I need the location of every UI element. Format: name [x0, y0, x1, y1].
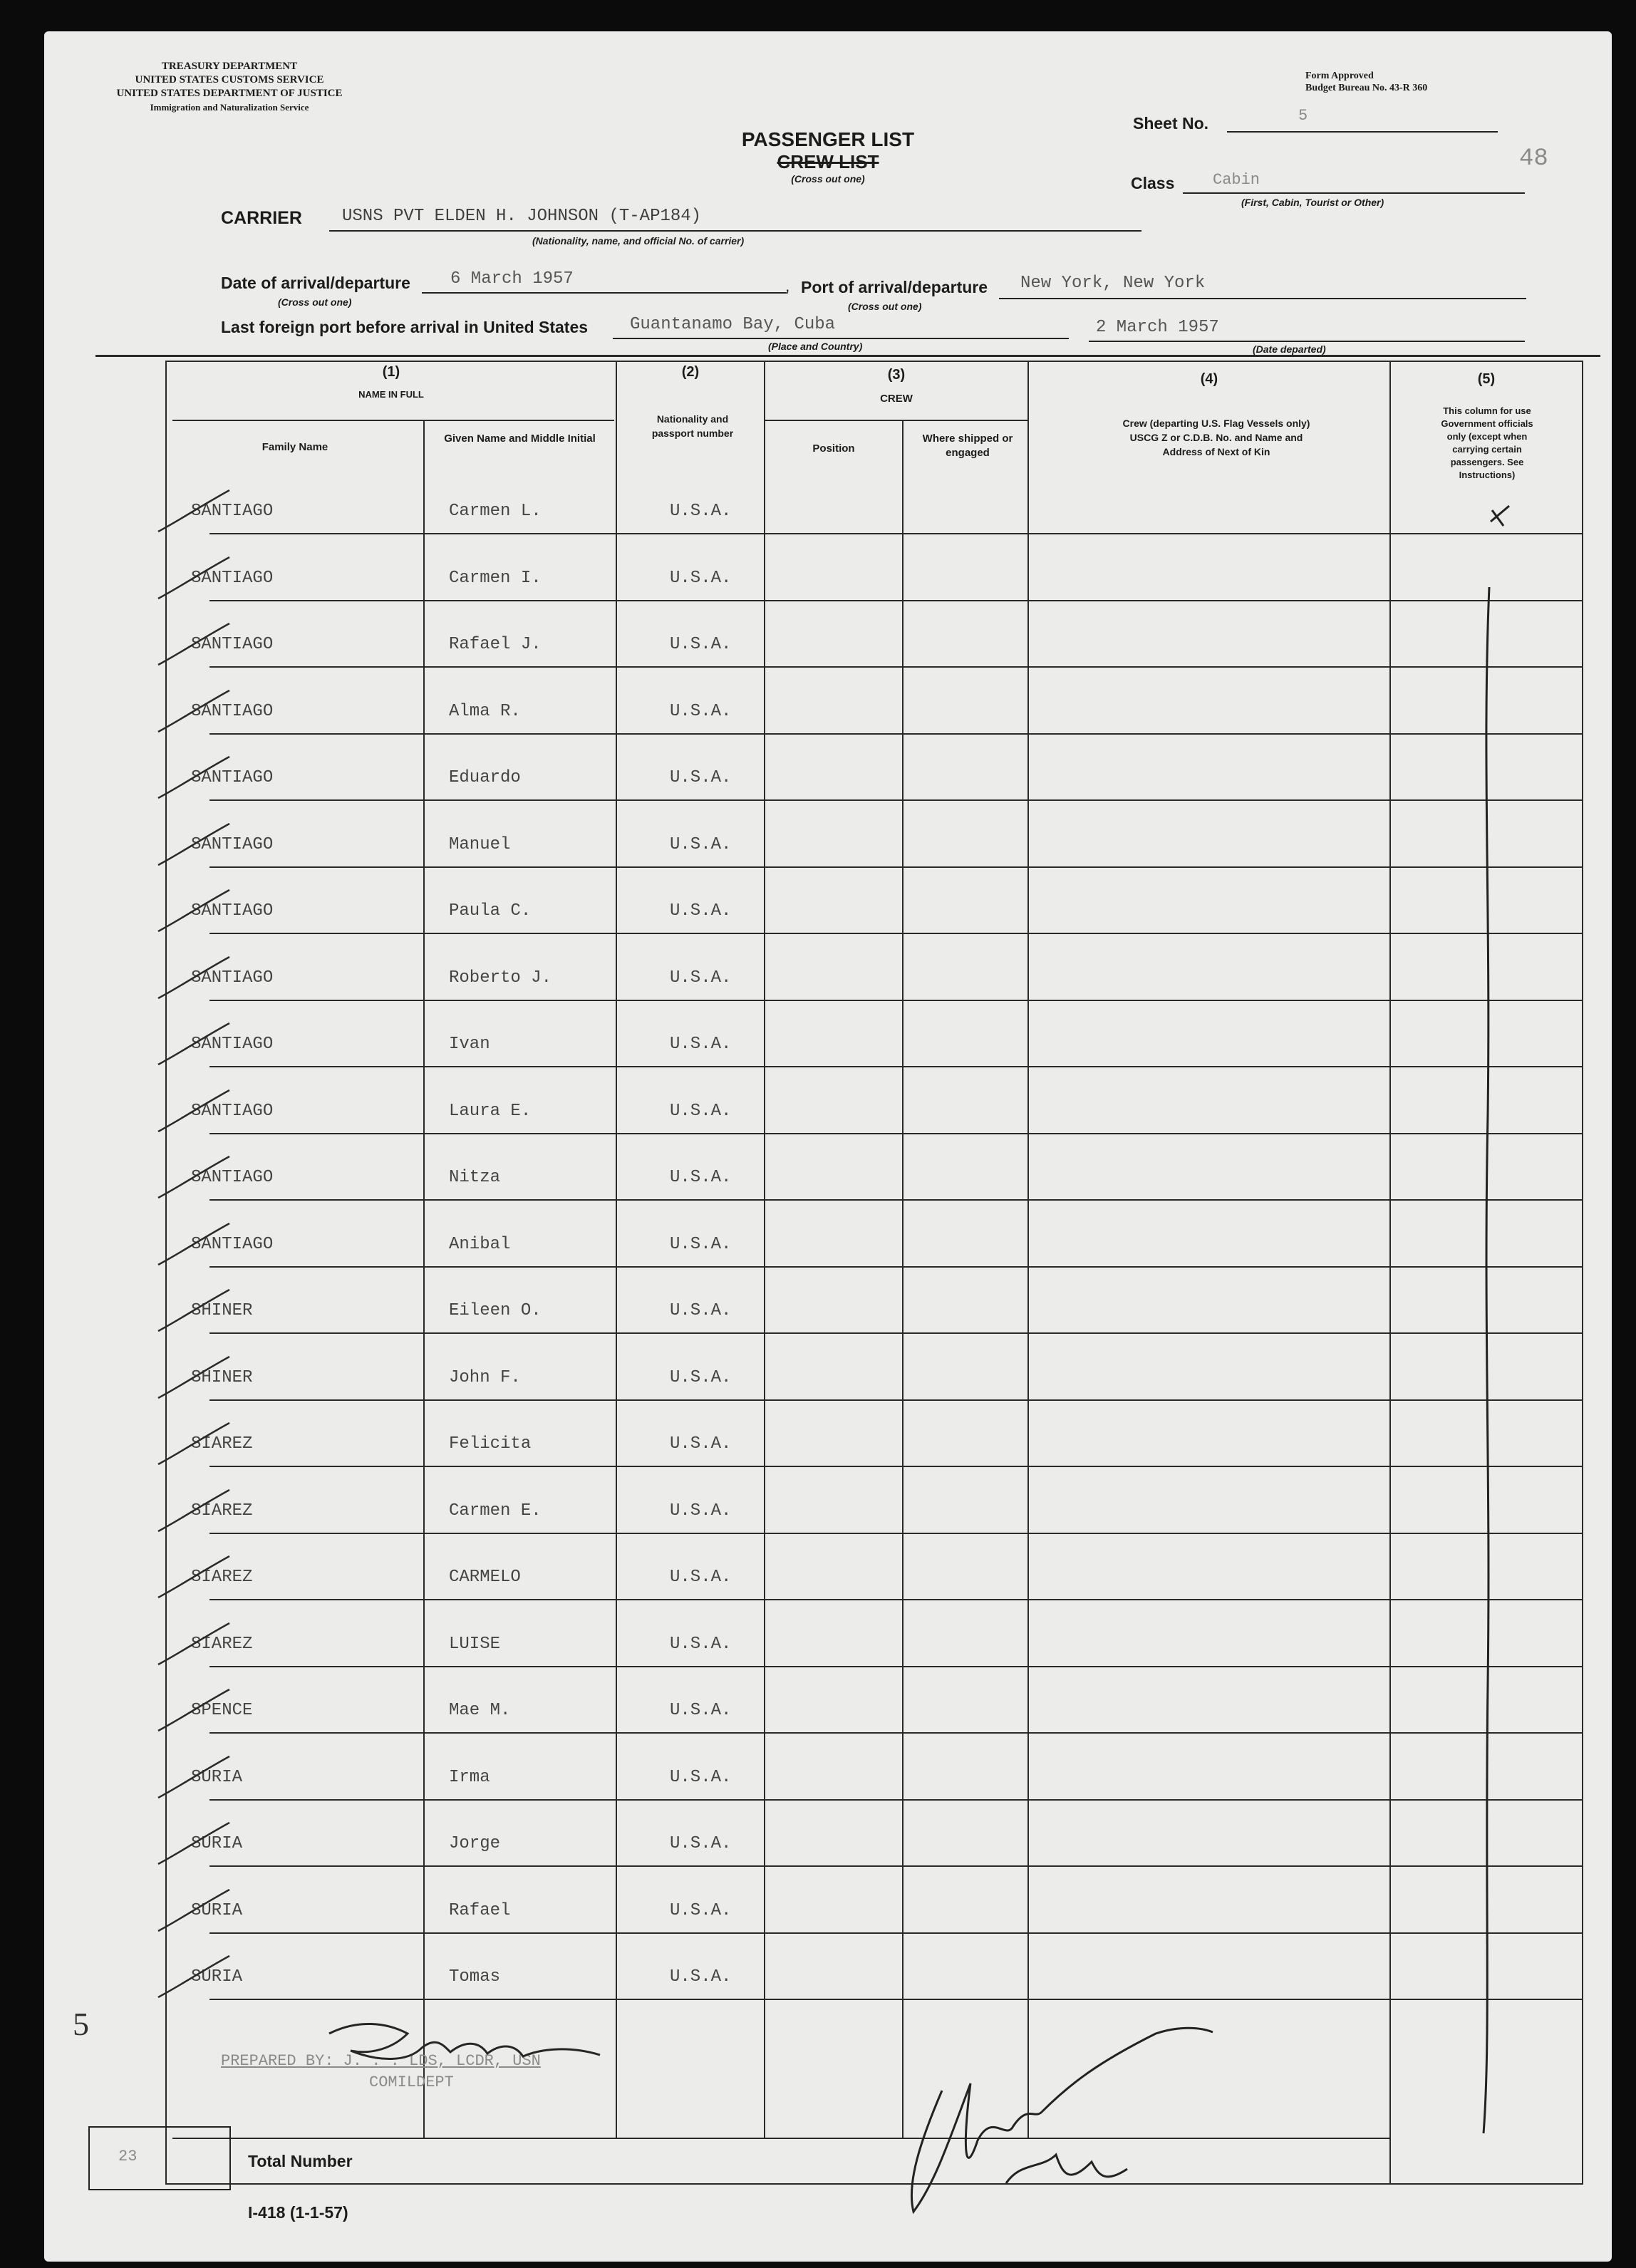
given-name-cell: Rafael [449, 1900, 511, 1920]
family-name-cell: SANTIAGO [191, 502, 274, 521]
agency-line-4: Immigration and Naturalization Service [150, 102, 309, 113]
tick-mark-icon [151, 1351, 237, 1408]
passenger-rows [44, 31, 1612, 2262]
tick-mark-icon [151, 552, 237, 609]
family-name-cell: SANTIAGO [191, 1168, 274, 1187]
given-name-cell: Carmen I. [449, 568, 542, 588]
col3a-position: Position [812, 442, 855, 455]
total-value: 23 [118, 2148, 138, 2165]
nationality-cell: U.S.A. [670, 1967, 732, 1987]
carrier-label: CARRIER [221, 208, 302, 228]
row-rule [209, 866, 1582, 868]
signature-official [856, 1998, 1284, 2233]
row-rule [209, 799, 1582, 801]
given-name-cell: Tomas [449, 1967, 501, 1987]
given-name-cell: Laura E. [449, 1101, 532, 1121]
comildept: COMILDEPT [369, 2073, 454, 2091]
port-label: Port of arrival/departure [801, 278, 988, 296]
nationality-cell: U.S.A. [670, 1767, 732, 1787]
tick-mark-icon [151, 1550, 237, 1607]
tick-mark-icon [151, 951, 237, 1008]
class-value: Cabin [1213, 171, 1260, 189]
family-name-cell: SURIA [191, 1967, 243, 1987]
given-name-cell: Irma [449, 1767, 490, 1787]
vertical-ditto-line [1484, 587, 1489, 2133]
margin-count: 5 [73, 2006, 89, 2042]
sheet-label: Sheet No. [1133, 114, 1209, 133]
class-label: Class [1131, 174, 1175, 192]
nationality-cell: U.S.A. [670, 901, 732, 921]
row-rule [209, 1332, 1582, 1334]
family-name-cell: SANTIAGO [191, 635, 274, 654]
col1-number: (1) [382, 364, 400, 380]
page-number: 48 [1519, 145, 1548, 172]
family-name-cell: SURIA [191, 1767, 243, 1787]
date-departed-hint: (Date departed) [1253, 343, 1326, 355]
given-name-cell: Felicita [449, 1434, 532, 1454]
last-port-label: Last foreign port before arrival in United States [221, 318, 589, 336]
family-name-cell: SANTIAGO [191, 901, 274, 921]
tick-mark-icon [151, 884, 237, 941]
col3-title: CREW [880, 393, 913, 405]
family-name-cell: SANTIAGO [191, 968, 274, 988]
given-name-cell: Eduardo [449, 768, 521, 787]
family-name-cell: SANTIAGO [191, 768, 274, 787]
given-name-cell: Anibal [449, 1234, 511, 1254]
nationality-cell: U.S.A. [670, 1501, 732, 1521]
given-name-cell: Manuel [449, 834, 511, 854]
carrier-hint: (Nationality, name, and official No. of carrier) [532, 235, 745, 247]
family-name-cell: SANTIAGO [191, 1101, 274, 1121]
agency-line-3: UNITED STATES DEPARTMENT OF JUSTICE [116, 88, 343, 99]
row-rule [209, 666, 1582, 668]
tick-mark-icon [151, 1284, 237, 1341]
tick-mark-icon [151, 818, 237, 875]
tick-mark-icon [151, 1484, 237, 1541]
tick-mark-icon [151, 1884, 237, 1941]
given-name-cell: Rafael J. [449, 635, 542, 654]
family-name-cell: SHINER [191, 1301, 253, 1320]
tick-mark-icon [151, 485, 237, 542]
given-name-cell: Roberto J. [449, 968, 552, 988]
given-name-cell: Carmen E. [449, 1501, 542, 1521]
tick-mark-icon [151, 1617, 237, 1674]
given-name-cell: Alma R. [449, 701, 521, 721]
family-name-cell: SIAREZ [191, 1434, 253, 1454]
row-rule [209, 1533, 1582, 1534]
signature-prepared [301, 2005, 671, 2083]
col2-number: (2) [681, 364, 700, 380]
date-departed-value: 2 March 1957 [1096, 318, 1219, 337]
title-crew-list: CREW LIST [777, 151, 879, 172]
tick-mark-icon [151, 1817, 237, 1874]
nationality-cell: U.S.A. [670, 1834, 732, 1853]
row-rule [209, 1799, 1582, 1801]
nationality-cell: U.S.A. [670, 1434, 732, 1454]
family-name-cell: SIAREZ [191, 1501, 253, 1521]
tick-mark-icon [151, 1751, 237, 1808]
tick-mark-icon [151, 751, 237, 808]
tick-mark-icon [151, 618, 237, 675]
row-rule [209, 1399, 1582, 1401]
col3b-where-shipped: Where shipped or engaged [922, 433, 1013, 459]
agency-line-2: UNITED STATES CUSTOMS SERVICE [135, 74, 324, 86]
col4-title: Crew (departing U.S. Flag Vessels only) USCG Z or C.D.B. No. and Name and Address of Next of Kin [1122, 418, 1310, 457]
date-hint: (Cross out one) [278, 296, 352, 308]
row-rule [209, 1000, 1582, 1001]
row-rule [209, 1266, 1582, 1268]
form-approved: Form Approved [1305, 71, 1374, 81]
nationality-cell: U.S.A. [670, 1168, 732, 1187]
carrier-value: USNS PVT ELDEN H. JOHNSON (T-AP184) [342, 207, 702, 226]
col5-number: (5) [1477, 371, 1496, 387]
sheet-value: 5 [1298, 107, 1308, 125]
row-rule [209, 1133, 1582, 1134]
given-name-cell: Mae M. [449, 1701, 511, 1720]
nationality-cell: U.S.A. [670, 768, 732, 787]
row-rule [209, 733, 1582, 735]
form-number: I-418 (1-1-57) [248, 2203, 348, 2222]
document-sheet [44, 31, 1612, 2262]
row-rule [209, 1666, 1582, 1667]
given-name-cell: LUISE [449, 1634, 501, 1654]
row-rule [209, 1865, 1582, 1867]
port-hint: (Cross out one) [848, 301, 922, 312]
nationality-cell: U.S.A. [670, 1568, 732, 1587]
given-name-cell: Carmen L. [449, 502, 542, 521]
nationality-cell: U.S.A. [670, 968, 732, 988]
tick-mark-icon [151, 1084, 237, 1141]
last-port-value: Guantanamo Bay, Cuba [630, 315, 836, 334]
comma-separator: , [785, 276, 790, 295]
tick-mark-icon [151, 1218, 237, 1275]
family-name-cell: SURIA [191, 1834, 243, 1853]
row-rule [209, 1066, 1582, 1067]
col1b-given-name: Given Name and Middle Initial [444, 433, 596, 445]
last-port-hint: (Place and Country) [768, 341, 863, 352]
family-name-cell: SANTIAGO [191, 834, 274, 854]
family-name-cell: SIAREZ [191, 1634, 253, 1654]
row-rule [209, 1466, 1582, 1467]
prepared-by: PREPARED BY: J. . . LDS, LCDR, USN [221, 2052, 541, 2070]
port-value: New York, New York [1020, 274, 1206, 293]
nationality-cell: U.S.A. [670, 1035, 732, 1054]
nationality-cell: U.S.A. [670, 1367, 732, 1387]
given-name-cell: Eileen O. [449, 1301, 542, 1320]
nationality-cell: U.S.A. [670, 1234, 732, 1254]
budget-bureau: Budget Bureau No. 43-R 360 [1305, 83, 1428, 93]
col2-title: Nationality and passport number [651, 413, 734, 439]
nationality-cell: U.S.A. [670, 502, 732, 521]
nationality-cell: U.S.A. [670, 1634, 732, 1654]
tick-mark-icon [151, 685, 237, 742]
col4-number: (4) [1200, 371, 1218, 387]
class-hint: (First, Cabin, Tourist or Other) [1241, 197, 1384, 208]
nationality-cell: U.S.A. [670, 1701, 732, 1720]
nationality-cell: U.S.A. [670, 1101, 732, 1121]
col5-title: This column for use Government officials only (except when carrying certain passengers. See Instructions) [1441, 405, 1533, 480]
tick-mark-icon [151, 1950, 237, 2007]
tick-mark-icon [151, 1417, 237, 1474]
agency-line-1: TREASURY DEPARTMENT [161, 61, 298, 72]
title-cross-out-hint: (Cross out one) [791, 173, 865, 185]
tick-mark-icon [151, 1684, 237, 1741]
nationality-cell: U.S.A. [670, 568, 732, 588]
given-name-cell: Jorge [449, 1834, 501, 1853]
total-box [88, 2126, 231, 2190]
col3-number: (3) [887, 367, 906, 383]
nationality-cell: U.S.A. [670, 1301, 732, 1320]
tick-mark-icon [151, 1018, 237, 1075]
tick-mark-icon [151, 1151, 237, 1208]
family-name-cell: SANTIAGO [191, 568, 274, 588]
row-rule [209, 1599, 1582, 1600]
given-name-cell: Ivan [449, 1035, 490, 1054]
nationality-cell: U.S.A. [670, 1900, 732, 1920]
date-value: 6 March 1957 [450, 269, 574, 289]
given-name-cell: Paula C. [449, 901, 532, 921]
family-name-cell: SIAREZ [191, 1568, 253, 1587]
family-name-cell: SHINER [191, 1367, 253, 1387]
row-rule [209, 1199, 1582, 1201]
nationality-cell: U.S.A. [670, 834, 732, 854]
family-name-cell: SANTIAGO [191, 1234, 274, 1254]
given-name-cell: John F. [449, 1367, 521, 1387]
title-passenger-list: PASSENGER LIST [741, 128, 915, 150]
col1-title: NAME IN FULL [358, 389, 424, 400]
given-name-cell: CARMELO [449, 1568, 521, 1587]
family-name-cell: SANTIAGO [191, 1035, 274, 1054]
row-rule [209, 1932, 1582, 1934]
row-rule [209, 600, 1582, 601]
nationality-cell: U.S.A. [670, 635, 732, 654]
total-label: Total Number [248, 2152, 353, 2170]
row-rule [209, 1732, 1582, 1734]
col5-pen-marks [1384, 473, 1583, 2183]
col1a-family-name: Family Name [262, 441, 328, 453]
date-label: Date of arrival/departure [221, 274, 410, 292]
family-name-cell: SURIA [191, 1900, 243, 1920]
family-name-cell: SPENCE [191, 1701, 253, 1720]
check-mark-icon [1491, 506, 1509, 526]
row-rule [209, 933, 1582, 934]
row-rule [209, 533, 1582, 534]
family-name-cell: SANTIAGO [191, 701, 274, 721]
given-name-cell: Nitza [449, 1168, 501, 1187]
nationality-cell: U.S.A. [670, 701, 732, 721]
